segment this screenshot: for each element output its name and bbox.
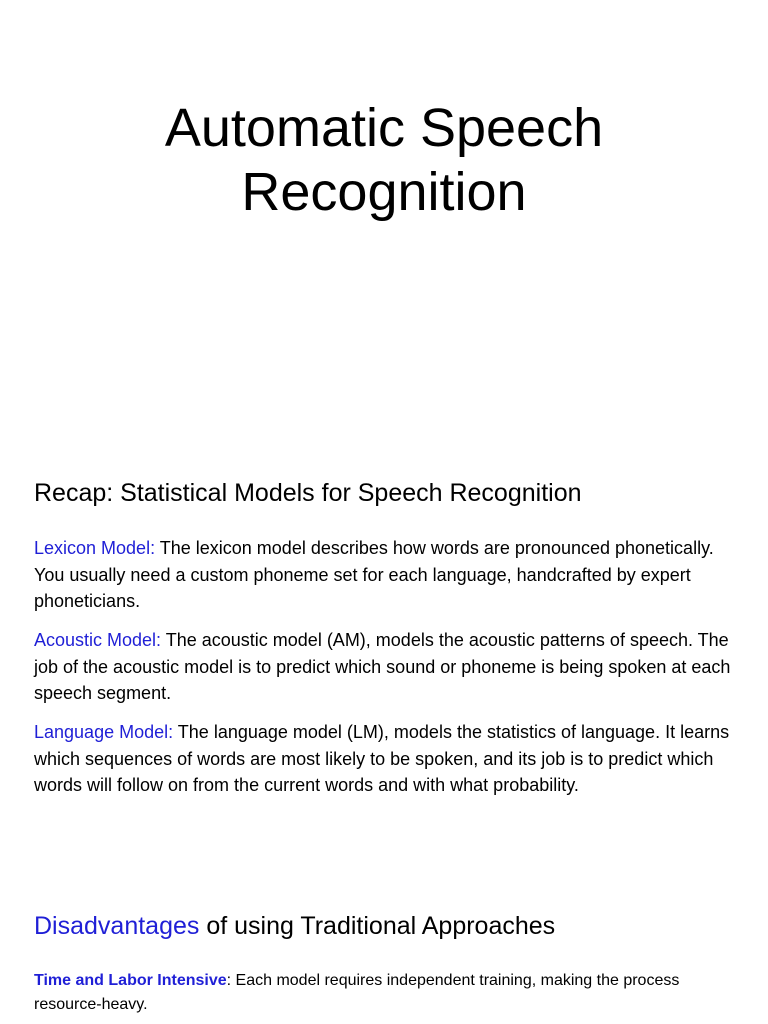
title-line-2: Recognition — [241, 162, 527, 222]
title-line-1: Automatic Speech — [164, 98, 604, 158]
acoustic-model-term: Acoustic Model: — [34, 630, 162, 650]
recap-heading: Recap: Statistical Models for Speech Recognition — [34, 479, 582, 507]
disadvantage-term: Time and Labor Intensive — [34, 972, 227, 989]
lexicon-model-text: The lexicon model describes how words are pronounced phonetically. You usually need a custom phoneme set for each language, handcrafted by expert phoneticians. — [34, 538, 714, 611]
lexicon-model-term: Lexicon Model: — [34, 538, 156, 558]
page-title — [0, 96, 768, 224]
language-model-term: Language Model: — [34, 722, 174, 742]
disadvantage-item — [34, 969, 744, 1017]
disadvantages-heading-accent: Disadvantages — [34, 912, 200, 940]
disadvantages-heading-rest: of using Traditional Approaches — [199, 912, 556, 940]
acoustic-model-paragraph — [34, 627, 744, 707]
language-model-text: The language model (LM), models the statistics of language. It learns which sequences of words are most likely to be spoken, and its job is to predict which words will follow on from the current words and with what probability. — [34, 722, 730, 795]
lexicon-model-paragraph — [34, 535, 744, 615]
acoustic-model-text: The acoustic model (AM), models the acoustic patterns of speech. The job of the acoustic model is to predict which sound or phoneme is being spoken at each speech segment. — [34, 630, 731, 703]
disadvantage-text: : Each model requires independent training, making the process resource-heavy. — [34, 972, 680, 1013]
language-model-paragraph — [34, 719, 744, 799]
disadvantages-heading — [34, 910, 555, 942]
